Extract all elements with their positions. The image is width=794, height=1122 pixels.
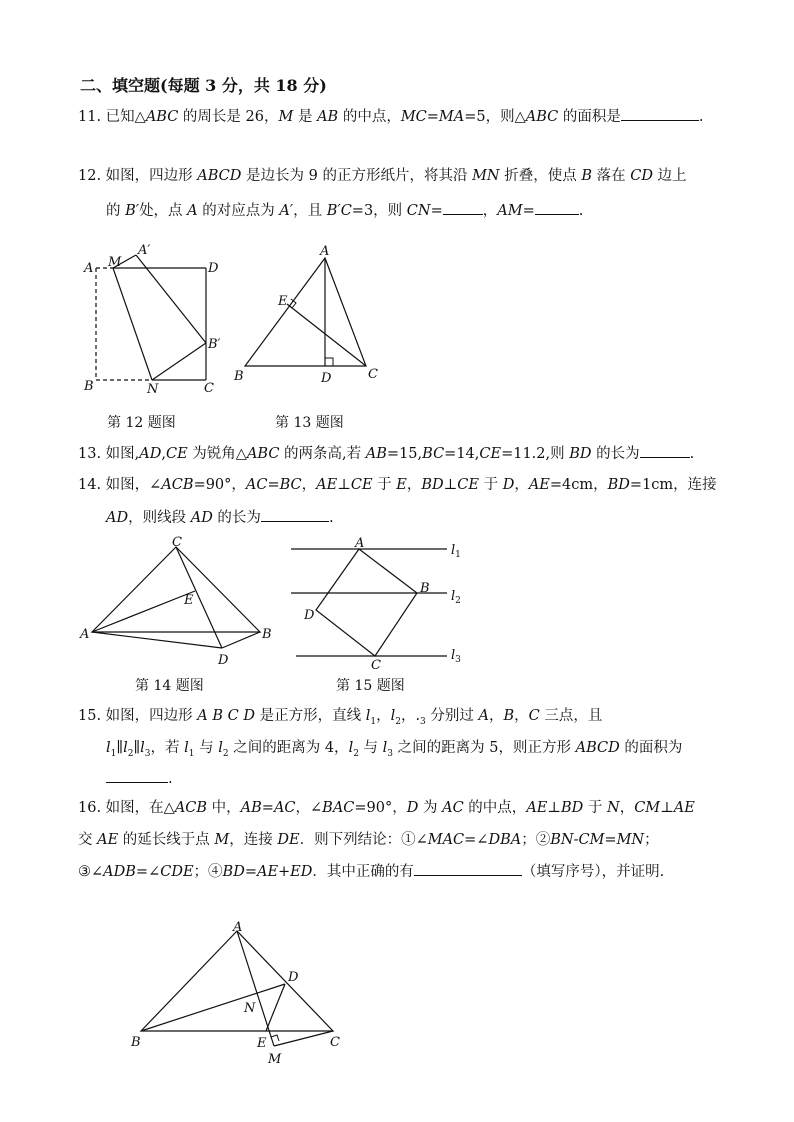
label-d: D (208, 261, 219, 276)
label-d: D (218, 653, 229, 668)
label-c: C (330, 1035, 340, 1050)
label-l2: $l_2$ (451, 589, 461, 606)
line-ae-extended (237, 931, 274, 1046)
label-b-prime: B′ (208, 337, 221, 352)
question-15-line3: . (106, 768, 173, 789)
question-15-line1: 15. 如图，四边形 A B C D 是正方形，直线 $l_1$，$l_2$，$._3$ 分别过 A，B，C 三点，且 (78, 708, 603, 727)
question-12-line1: 12. 如图，四边形 ABCD 是边长为 9 的正方形纸片，将其沿 MN 折叠，使点 B 落在 CD 边上 (78, 168, 687, 184)
label-b: B (131, 1035, 141, 1050)
label-n: N (244, 1001, 256, 1016)
label-l3: $l_3$ (451, 648, 461, 665)
label-c: C (204, 381, 214, 396)
label-b: B (234, 369, 244, 384)
label-a: A (233, 920, 243, 935)
label-m: M (268, 1052, 282, 1067)
label-a: A (80, 627, 90, 642)
question-16-line3: ③∠ADB=∠CDE；④BD=AE+ED．其中正确的有 （填写序号），并证明. (78, 861, 664, 882)
label-c: C (172, 535, 182, 550)
caption-fig15: 第 15 题图 (336, 678, 405, 694)
section-title: 二、填空题(每题 3 分，共 18 分) (80, 76, 327, 95)
caption-fig12: 第 12 题图 (107, 415, 176, 431)
question-15-line2: $l_1\parallel l_2\parallel l_3$，若 $l_1$ 与 $l_2$ 之间的距离为 4，$l_2$ 与 $l_3$ 之间的距离为 5，则正方形 ABCD 的面积为 (106, 740, 683, 759)
caption-fig14: 第 14 题图 (135, 678, 204, 694)
label-a-prime: A′ (138, 243, 151, 258)
label-e: E (278, 294, 288, 309)
label-c: C (368, 367, 378, 382)
label-m: M (108, 255, 122, 270)
label-b: B (84, 379, 94, 394)
question-12-line2: 的 B′处，点 A 的对应点为 A′，且 B′C=3，则 CN= ，AM= . (106, 200, 583, 221)
label-a: A (84, 261, 94, 276)
segment-de (266, 984, 285, 1031)
label-b: B (262, 627, 272, 642)
label-e: E (257, 1036, 267, 1051)
label-d: D (304, 608, 315, 623)
segment-cm (274, 1031, 333, 1046)
label-d: D (321, 371, 332, 386)
question-13: 13. 如图,AD,CE 为锐角△ABC 的两条高,若 AB=15,BC=14,CE=11.2,则 BD 的长为 . (78, 443, 694, 464)
triangle-acb (141, 931, 333, 1031)
question-16-line2: 交 AE 的延长线于点 M，连接 DE．则下列结论：①∠MAC=∠DBA；②BN-CM=MN； (78, 832, 659, 848)
question-11: 11. 已知△ABC 的周长是 26，M 是 AB 的中点，MC=MA=5，则△ABC 的面积是 . (78, 106, 704, 127)
label-a: A (320, 244, 330, 259)
label-c: C (371, 658, 381, 673)
label-d: D (288, 970, 299, 985)
label-e: E (184, 593, 194, 608)
question-16-line1: 16. 如图，在△ACB 中，AB=AC，∠BAC=90°，D 为 AC 的中点，AE⊥BD 于 N，CM⊥AE (78, 800, 695, 816)
label-a: A (355, 536, 365, 551)
caption-fig13: 第 13 题图 (275, 415, 344, 431)
question-14-line2: AD，则线段 AD 的长为 . (106, 507, 334, 528)
label-b: B (420, 581, 430, 596)
segment-bd (141, 984, 285, 1031)
label-l1: $l_1$ (451, 543, 461, 560)
label-n: N (147, 382, 159, 397)
question-14-line1: 14. 如图，∠ACB=90°，AC=BC，AE⊥CE 于 E，BD⊥CE 于 D，AE=4cm，BD=1cm，连接 (78, 477, 717, 493)
